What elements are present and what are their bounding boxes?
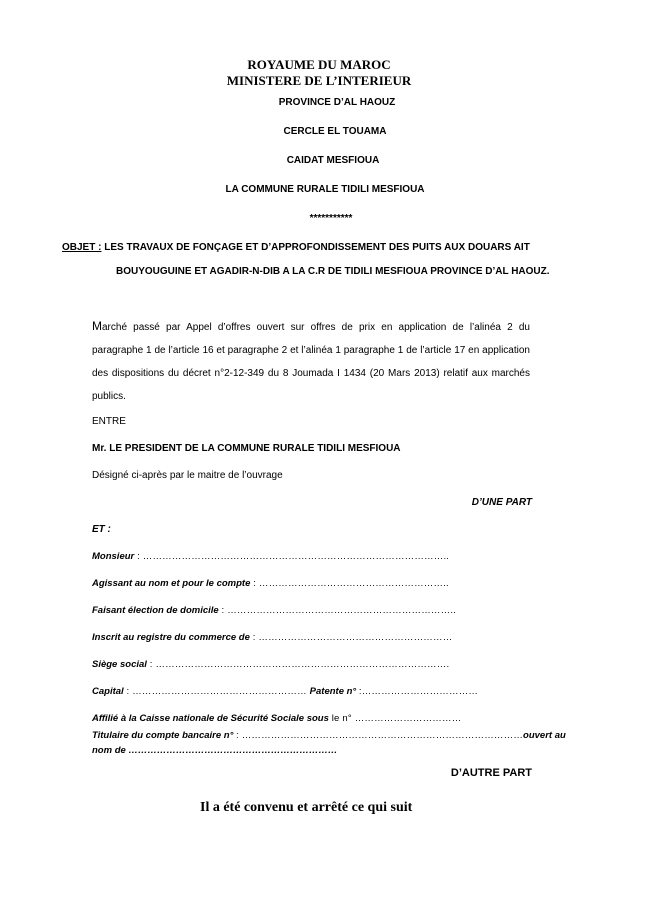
objet-line-1: [62, 242, 530, 253]
bancaire-dots: : ……………………………………………………………………………: [236, 730, 524, 741]
registre-label: Inscrit au registre du commerce de: [92, 632, 250, 643]
election-dots: : ……………………………………………………………..: [218, 605, 457, 616]
siege-field: [92, 659, 449, 670]
bancaire-label: Titulaire du compte bancaire n°: [92, 730, 237, 741]
capital-label: Capital: [92, 686, 124, 697]
agissant-field: [92, 578, 449, 589]
intro-dropcap: M: [92, 319, 102, 333]
monsieur-dots: : …………………………………………………………………………………..: [134, 551, 450, 562]
capital-field: [92, 686, 478, 697]
siege-label: Siège social: [92, 659, 147, 670]
kingdom-heading: ROYAUME DU MAROC: [247, 57, 391, 72]
siege-dots: : ……………………………………………………………………………….: [146, 659, 450, 670]
objet-line-2: BOUYOUGUINE ET AGADIR-N-DIB A LA C.R DE TIDILI MESFIOUA PROVINCE D’AL HAOUZ.: [116, 266, 550, 277]
agissant-dots: : …………………………………………………..: [250, 578, 449, 589]
election-field: [92, 605, 456, 616]
autre-part-label: D’AUTRE PART: [450, 767, 532, 779]
separator-stars: ***********: [309, 213, 353, 224]
monsieur-field: [92, 551, 449, 562]
entre-label: ENTRE: [92, 416, 126, 427]
registre-field: [92, 632, 452, 643]
agissant-label: Agissant au nom et pour le compte: [92, 578, 251, 589]
intro-text: arché passé par Appel d’offres ouvert sur offres de prix en application de l’alinéa 2 du paragraphe 1 de l’article 16 et paragraphe 2 et l’alinéa 1 paragraphe 1 de l’article 17 en application des dispositions du décret n°2-12-349 du 8 Joumada I 1434 (20 Mars 2013) relatif aux marchés publics.: [92, 322, 530, 402]
ouvert-au-label: ouvert au: [523, 730, 566, 741]
registre-dots: : ……………………………………………………: [249, 632, 453, 643]
objet-text-1: LES TRAVAUX DE FONÇAGE ET D’APPROFONDISSEMENT DES PUITS AUX DOUARS AIT: [101, 242, 530, 253]
patente-dots: :………………………………: [358, 686, 479, 697]
intro-paragraph: [92, 315, 530, 408]
cnss-label: Affilié à la Caisse nationale de Sécurité Sociale sous: [92, 713, 329, 724]
bancaire-field: [92, 730, 566, 741]
election-label: Faisant élection de domicile: [92, 605, 219, 616]
capital-dots: : ………………………………………………: [123, 686, 310, 697]
nom-de-line: nom de …………………………………………………………: [92, 745, 338, 756]
cercle-heading: CERCLE EL TOUAMA: [283, 126, 387, 137]
cnss-field: [92, 713, 461, 724]
ministry-heading: MINISTERE DE L’INTERIEUR: [226, 73, 412, 88]
president-line: Mr. LE PRESIDENT DE LA COMMUNE RURALE TIDILI MESFIOUA: [92, 443, 401, 454]
caidat-heading: CAIDAT MESFIOUA: [286, 155, 380, 166]
monsieur-label: Monsieur: [92, 551, 135, 562]
cnss-dots: le n° ……………………………: [328, 713, 462, 724]
patente-label: Patente n°: [309, 686, 359, 697]
designe-line: Désigné ci-après par le maitre de l’ouvrage: [92, 470, 283, 481]
province-heading: PROVINCE D’AL HAOUZ: [278, 97, 396, 108]
et-label: ET :: [92, 524, 111, 535]
objet-label: OBJET :: [62, 242, 102, 253]
closing-statement: Il a été convenu et arrêté ce qui suit: [200, 800, 413, 815]
commune-heading: LA COMMUNE RURALE TIDILI MESFIOUA: [225, 184, 425, 195]
une-part-label: D’UNE PART: [471, 497, 532, 508]
